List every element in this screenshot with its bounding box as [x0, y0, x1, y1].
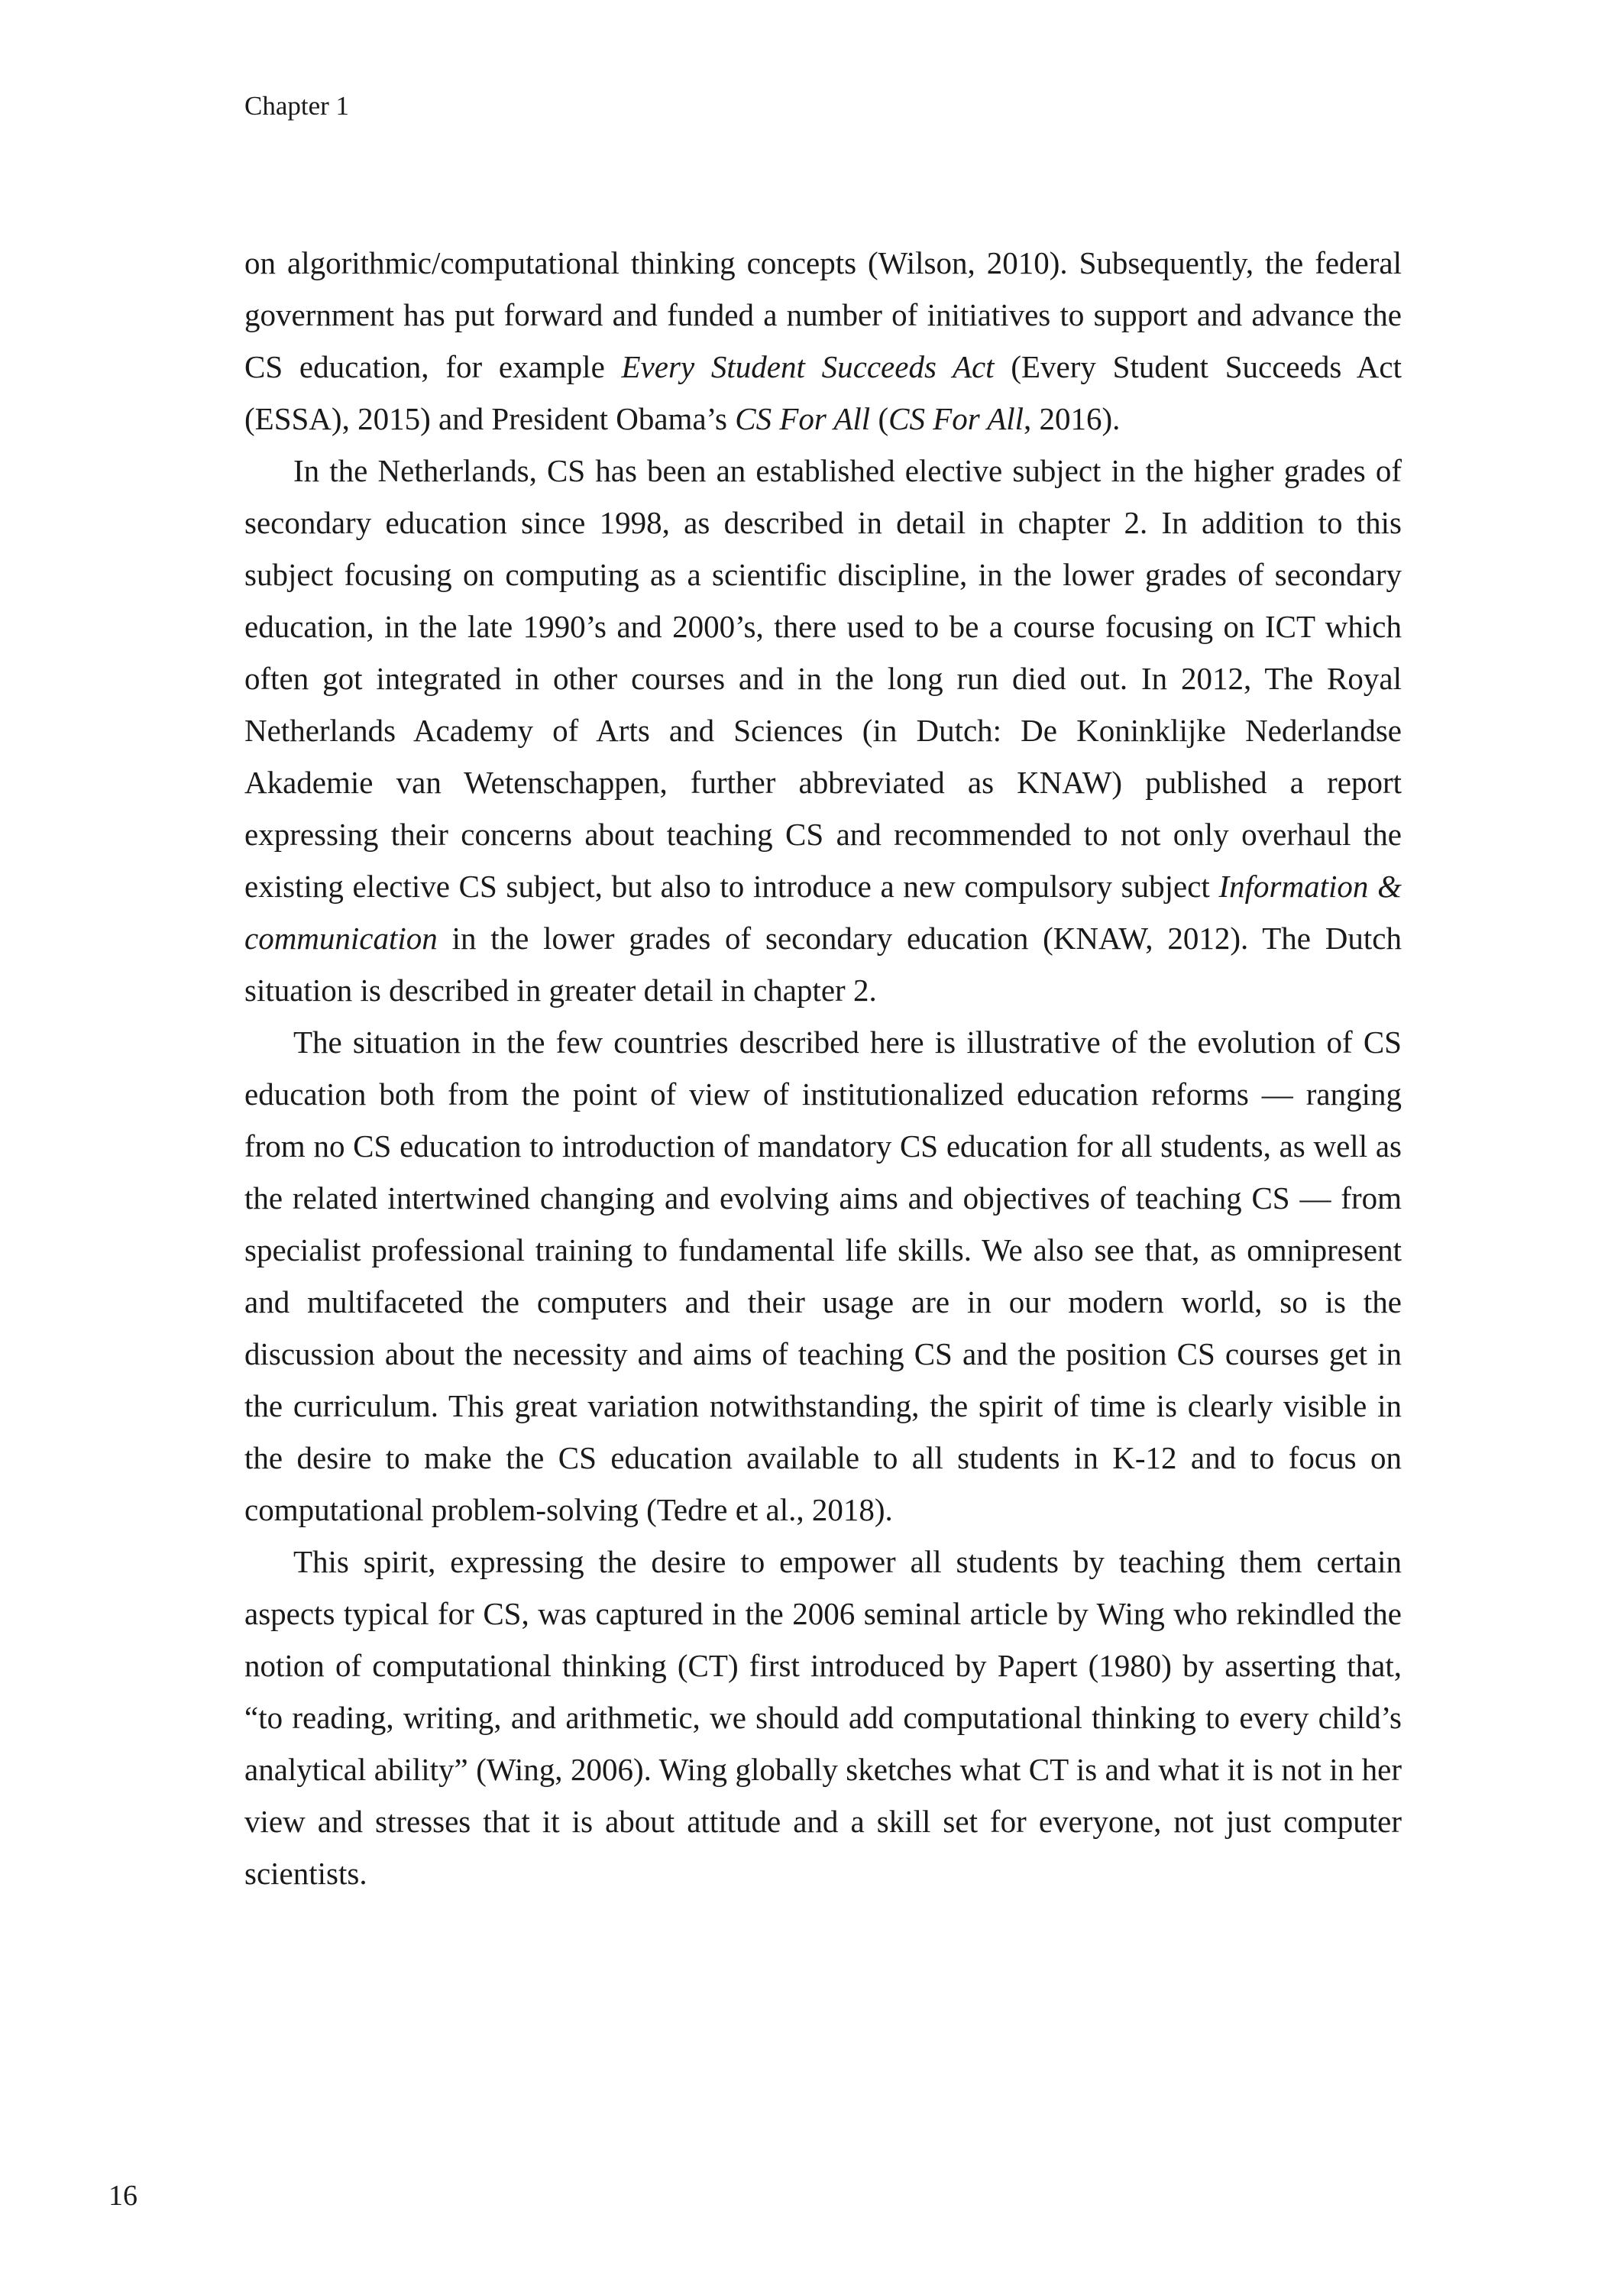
text-run: ( — [870, 401, 889, 436]
paragraph — [244, 1016, 1402, 1536]
paragraph — [244, 445, 1402, 1016]
text-run: This spirit, expressing the desire to empower all students by teaching them certain aspects typical for CS, was captured in the 2006 seminal article by Wing who rekindled the notion of computational thinking (CT) first introduced by Papert (1980) by asserting that, “to reading, writing, and arithmetic, we should add computational thinking to every child’s analytical ability” (Wing, 2006). Wing globally sketches what CT is and what it is not in her view and stresses that it is about attitude and a skill set for everyone, not just computer scientists. — [244, 1544, 1402, 1891]
text-run: (Every Student Succeeds Act (ESSA), 2015) and President Obama’s — [244, 349, 1402, 436]
body-text — [244, 237, 1402, 1899]
page-number: 16 — [108, 2180, 137, 2212]
text-run: Every Student Succeeds Act — [621, 349, 995, 384]
text-run: The situation in the few countries described here is illustrative of the evolution of CS education both from the point of view of institutionalized education reforms — ranging from no CS education to introduction of mandatory CS education for all students, as well as the related intertwined changing and evolving aims and objectives of teaching CS — from specialist professional training to fundamental life skills. We also see that, as omnipresent and multifaceted the computers and their usage are in our modern world, so is the discussion about the necessity and aims of teaching CS and the position CS courses get in the curriculum. This great variation notwithstanding, the spirit of time is clearly visible in the desire to make the CS education available to all students in K-12 and to focus on computational problem-solving (Tedre et al., 2018). — [244, 1025, 1402, 1527]
text-run: on algorithmic/computational thinking concepts (Wilson, 2010). Subsequently, the federal government has put forward and funded a number of initiatives to support and advance the CS education, for example — [244, 245, 1402, 384]
text-run: CS For All — [888, 401, 1024, 436]
text-run: In the Netherlands, CS has been an established elective subject in the higher grades of secondary education since 1998, as described in detail in chapter 2. In addition to this subject focusing on computing as a scientific discipline, in the lower grades of secondary education, in the late 1990’s and 2000’s, there used to be a course focusing on ICT which often got integrated in other courses and in the long run died out. In 2012, The Royal Netherlands Academy of Arts and Sciences (in Dutch: De Koninklijke Nederlandse Akademie van Wetenschappen, further abbreviated as KNAW) published a report expressing their concerns about teaching CS and recommended to not only overhaul the existing elective CS subject, but also to introduce a new compulsory subject — [244, 453, 1402, 904]
paragraph — [244, 237, 1402, 445]
text-run: Information & communication — [244, 869, 1402, 956]
paragraph — [244, 1536, 1402, 1899]
text-run: CS For All — [735, 401, 871, 436]
text-run: , 2016). — [1024, 401, 1121, 436]
text-run: in the lower grades of secondary education (KNAW, 2012). The Dutch situation is described in greater detail in chapter 2. — [244, 921, 1402, 1008]
chapter-header: Chapter 1 — [244, 91, 350, 121]
